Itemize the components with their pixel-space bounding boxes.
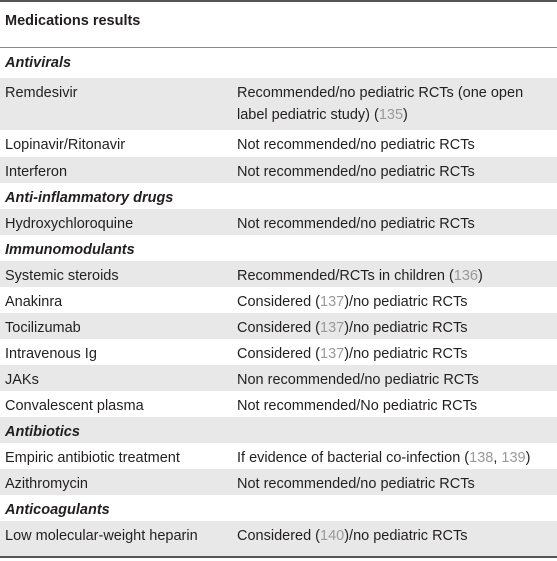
result-cell [237,213,555,235]
result-cell [237,82,555,126]
medication-name: Interferon [5,164,68,180]
reference-link: 137 [320,320,345,336]
table-header: Medications results [5,13,141,29]
result-cell [237,134,555,156]
result-text: )/no pediatric RCTs [344,320,468,336]
table-row [0,521,557,556]
result-text: ) [525,450,531,466]
table-row [0,157,557,183]
result-cell [237,317,555,339]
result-cell [237,369,555,391]
result-text: Considered ( [237,346,321,362]
result-text: If evidence of bacterial co-infection ( [237,450,470,466]
result-cell [237,525,555,547]
category-row [0,183,557,209]
medication-name: Empiric antibiotic treatment [5,450,180,466]
result-text: ) [477,268,483,284]
medication-name: Convalescent plasma [5,398,144,414]
medication-name: Low molecular-weight heparin [5,528,198,544]
reference-link: 137 [320,346,345,362]
result-text: Not recommended/no pediatric RCTs [237,164,475,180]
table-row [0,130,557,157]
reference-link: 138 [469,450,494,466]
result-cell [237,343,555,365]
top-rule [0,0,557,2]
table-row [0,365,557,391]
result-text: )/no pediatric RCTs [344,528,468,544]
medication-name: Lopinavir/Ritonavir [5,137,126,153]
result-text: Considered ( [237,320,321,336]
result-cell [237,447,555,469]
result-text: Not recommended/no pediatric RCTs [237,476,475,492]
category-label: Immunomodulants [5,242,135,258]
result-text: , [493,450,502,466]
result-cell [237,395,555,417]
table-row [0,209,557,235]
medication-name: Azithromycin [5,476,88,492]
result-text: Not recommended/No pediatric RCTs [237,398,478,414]
medication-name: Remdesivir [5,85,78,101]
result-text: Considered ( [237,528,321,544]
medication-name: Tocilizumab [5,320,81,336]
result-text: ) [403,107,408,123]
category-label: Antibiotics [5,424,80,440]
reference-link: 135 [378,107,404,123]
category-row [0,417,557,443]
medication-name: Systemic steroids [5,268,119,284]
table-row [0,339,557,365]
result-cell [237,265,555,287]
medication-name: Anakinra [5,294,63,310]
category-row [0,495,557,521]
table-row [0,261,557,287]
result-text: )/no pediatric RCTs [344,294,468,310]
category-label: Antivirals [5,55,72,71]
result-text: Recommended/no pediatric RCTs (one open [237,85,524,101]
result-cell [237,473,555,495]
reference-link: 139 [501,450,526,466]
category-row [0,235,557,261]
result-text: Not recommended/no pediatric RCTs [237,137,475,153]
result-cell [237,161,555,183]
reference-link: 137 [320,294,345,310]
medication-name: Hydroxychloroquine [5,216,134,232]
medication-name: JAKs [5,372,39,388]
table-row [0,391,557,417]
table-row [0,313,557,339]
result-text: Not recommended/no pediatric RCTs [237,216,475,232]
reference-link: 140 [320,528,345,544]
result-text: Non recommended/no pediatric RCTs [237,372,479,388]
reference-link: 136 [453,268,478,284]
result-text: )/no pediatric RCTs [344,346,468,362]
result-cell [237,291,555,313]
category-label: Anti-inflammatory drugs [5,190,174,206]
result-text: Recommended/RCTs in children ( [237,268,454,284]
table-row [0,78,557,130]
result-text: Considered ( [237,294,321,310]
table-row [0,287,557,313]
medication-name: Intravenous Ig [5,346,97,362]
result-text: label pediatric study) ( [237,107,379,123]
category-row [0,48,557,78]
table-row [0,469,557,495]
table-row [0,443,557,469]
bottom-rule [0,556,557,558]
category-label: Anticoagulants [5,502,110,518]
